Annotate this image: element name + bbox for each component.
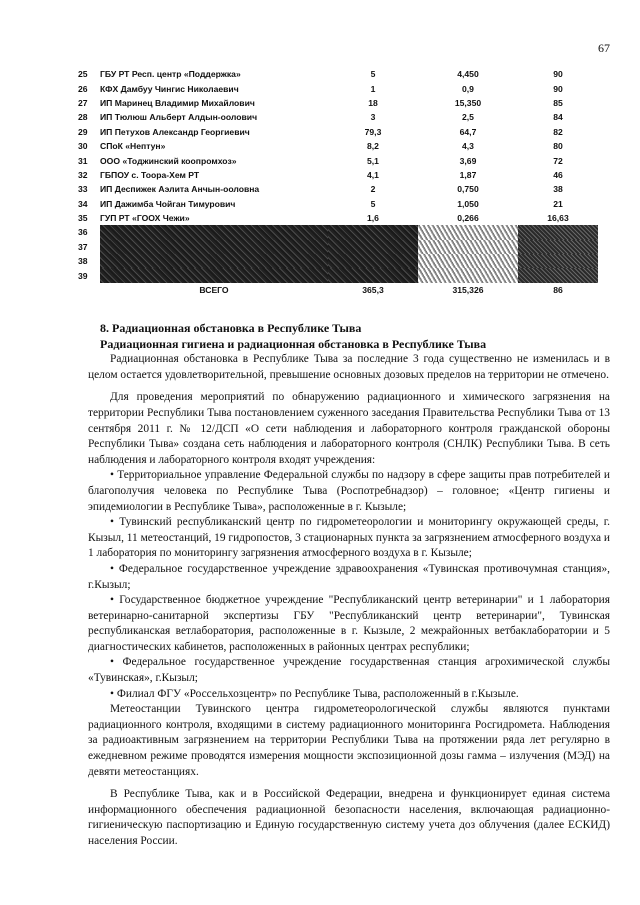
row-name: ГБУ РТ Респ. центр «Поддержка» xyxy=(100,69,241,80)
table-row xyxy=(78,211,598,225)
redacted-cell xyxy=(328,225,418,239)
row-name: ИП Маринец Владимир Михайлович xyxy=(100,97,255,108)
row-number: 30 xyxy=(78,141,88,152)
row-number: 25 xyxy=(78,69,88,80)
redacted-cell xyxy=(418,225,518,239)
row-number: 38 xyxy=(78,256,88,267)
redacted-cell xyxy=(328,254,418,268)
total-value-a: 365,3 xyxy=(362,285,384,296)
row-value-c: 72 xyxy=(553,155,563,166)
redacted-cell xyxy=(100,254,328,268)
row-number: 35 xyxy=(78,213,88,224)
row-value-b: 3,69 xyxy=(459,155,477,166)
total-value-b: 315,326 xyxy=(452,285,484,296)
row-value-a: 8,2 xyxy=(367,141,379,152)
table-row xyxy=(78,125,598,139)
section-heading: 8. Радиационная обстановка в Республике Тыва xyxy=(100,321,362,335)
total-label: ВСЕГО xyxy=(199,285,229,296)
list-item: • Филиал ФГУ «Россельхозцентр» по Республике Тыва, расположенный в г.Кызыле. xyxy=(88,687,610,703)
row-number: 32 xyxy=(78,169,88,180)
row-number: 26 xyxy=(78,83,88,94)
row-value-a: 1 xyxy=(370,83,376,94)
row-value-a: 5,1 xyxy=(367,155,379,166)
row-number: 36 xyxy=(78,227,88,238)
table-row xyxy=(78,197,598,211)
table-row xyxy=(78,168,598,182)
row-value-c: 90 xyxy=(553,69,563,80)
row-value-b: 1,050 xyxy=(457,198,479,209)
row-value-a: 2 xyxy=(370,184,376,195)
row-value-b: 0,750 xyxy=(457,184,479,195)
row-value-b: 4,450 xyxy=(457,69,479,80)
row-value-a: 3 xyxy=(370,112,376,123)
paragraph: Метеостанции Тувинского центра гидрометеорологической службы являются пунктами радиационного контроля, входящими в систему радиационного мониторинга Росгидромета. Наблюдения за радиоактивным загрязнением на территории Республики Тыва на протяжении ряда лет регулярно в ежедневном режиме проводятся измерения мощности экспозиционной дозы гамма – излучения (МЭД) на девяти метеостанциях. xyxy=(88,703,610,778)
redacted-cell xyxy=(518,254,598,268)
row-name: ООО «Тоджинский коопромхоз» xyxy=(100,155,237,166)
row-number: 33 xyxy=(78,184,88,195)
row-value-b: 4,3 xyxy=(462,141,474,152)
row-name: КФХ Дамбуу Чингис Николаевич xyxy=(100,83,239,94)
row-value-b: 15,350 xyxy=(454,97,482,108)
redacted-cell xyxy=(328,268,418,282)
table-row xyxy=(78,153,598,167)
section-body xyxy=(88,321,610,850)
row-value-a: 79,3 xyxy=(364,126,382,137)
data-table xyxy=(78,67,598,297)
redacted-cell xyxy=(418,240,518,254)
row-value-c: 82 xyxy=(553,126,563,137)
row-value-a: 5 xyxy=(370,69,376,80)
table-row xyxy=(78,96,598,110)
list-item: • Федеральное государственное учреждение государственная станция агрохимической службы «Тувинская», г.Кызыл; xyxy=(88,655,610,686)
page-number: 67 xyxy=(598,41,610,55)
paragraph: Для проведения мероприятий по обнаружению радиационного и химического загрязнения на территории Республики Тыва постановлением суженного заседания Правительства Республики Тыва от 13 сентября 2011 г. № 12/ДСП «О сети наблюдения и лабораторного контроля гражданской обороны Республики Тыва» создана сеть наблюдения и лабораторного контроля (СНЛК) Республики Тыва. В сеть наблюдения и лабораторного контроля входят учреждения: xyxy=(88,391,610,466)
paragraph: В Республике Тыва, как и в Российской Федерации, внедрена и функционирует единая система информационного обеспечения радиационной безопасности населения, включающая радиационно-гигиеническую паспортизацию и Единую государственную систему учета доз облучения (далее ЕСКИД) населения России. xyxy=(88,788,610,847)
row-name: СПоК «Нептун» xyxy=(100,141,166,152)
table-row xyxy=(78,81,598,95)
row-name: ИП Тюлюш Альберт Алдын-оолович xyxy=(100,112,258,123)
row-name: ГУП РТ «ГООХ Чежи» xyxy=(100,213,190,224)
row-value-c: 90 xyxy=(553,83,563,94)
list-item: • Федеральное государственное учреждение здравоохранения «Тувинская противочумная станция», г.Кызыл; xyxy=(88,562,610,593)
total-row xyxy=(78,283,598,297)
row-number: 37 xyxy=(78,241,88,252)
row-value-a: 5 xyxy=(370,198,376,209)
redacted-row xyxy=(78,240,598,254)
redacted-cell xyxy=(418,268,518,282)
row-value-c: 21 xyxy=(553,198,563,209)
row-value-c: 38 xyxy=(553,184,563,195)
table-row xyxy=(78,67,598,81)
redacted-cell xyxy=(518,268,598,282)
row-number: 31 xyxy=(78,155,88,166)
redacted-row xyxy=(78,268,598,282)
total-value-c: 86 xyxy=(553,285,563,296)
row-number: 29 xyxy=(78,126,88,137)
redacted-cell xyxy=(100,225,328,239)
row-number: 27 xyxy=(78,97,88,108)
row-name: ИП Деспижек Аэлита Анчын-ооловна xyxy=(100,184,260,195)
row-value-b: 2,5 xyxy=(462,112,474,123)
row-name: ИП Дажимба Чойган Тимурович xyxy=(100,198,236,209)
row-value-c: 16,63 xyxy=(547,213,569,224)
row-number: 39 xyxy=(78,270,88,281)
row-value-a: 1,6 xyxy=(367,213,379,224)
redacted-cell xyxy=(100,240,328,254)
table-row xyxy=(78,110,598,124)
row-number: 34 xyxy=(78,198,88,209)
row-value-c: 85 xyxy=(553,97,563,108)
list-item: • Государственное бюджетное учреждение "Республиканский центр ветеринарии" и 1 лаборатория ветеринарно-санитарной экспертизы ГБУ "Республиканский центр ветеринарии", Тувинская республиканская ветлаборатория, расположенные в г. Кызыле, 2 межрайонных ветбаклаборатории и 5 диагностических кабинетов, расположенных в районных центрах республики; xyxy=(88,593,610,655)
row-value-a: 18 xyxy=(368,97,378,108)
row-value-c: 46 xyxy=(553,169,563,180)
redacted-row xyxy=(78,254,598,268)
row-name: ГБПОУ с. Тоора-Хем РТ xyxy=(100,169,200,180)
row-value-b: 64,7 xyxy=(459,126,477,137)
paragraph: Радиационная обстановка в Республике Тыва за последние 3 года существенно не изменилась и в целом остается удовлетворительной, превышение основных дозовых пределов на территории не отмечено. xyxy=(88,353,610,381)
redacted-cell xyxy=(328,240,418,254)
redacted-cell xyxy=(100,268,328,282)
table-row xyxy=(78,139,598,153)
redacted-cell xyxy=(418,254,518,268)
row-value-c: 84 xyxy=(553,112,563,123)
row-name: ИП Петухов Александр Георгиевич xyxy=(100,126,250,137)
row-value-b: 0,266 xyxy=(457,213,479,224)
redacted-cell xyxy=(518,225,598,239)
row-number: 28 xyxy=(78,112,88,123)
row-value-b: 0,9 xyxy=(462,83,474,94)
table-row xyxy=(78,182,598,196)
redacted-cell xyxy=(518,240,598,254)
redacted-row xyxy=(78,225,598,239)
list-item: • Территориальное управление Федеральной службы по надзору в сфере защиты прав потребителей и благополучия человека по Республике Тыва (Роспотребнадзор) – головное; «Центр гигиены и эпидемиологии в Республике Тыва», расположенные в г. Кызыле; xyxy=(88,468,610,515)
row-value-a: 4,1 xyxy=(367,169,379,180)
row-value-c: 80 xyxy=(553,141,563,152)
section-subheading: Радиационная гигиена и радиационная обстановка в Республике Тыва xyxy=(100,336,487,351)
list-item: • Тувинский республиканский центр по гидрометеорологии и мониторингу окружающей среды, г. Кызыл, 11 метеостанций, 19 гидропостов, 3 стационарных пункта за загрязнением атмосферного воздуха и 1 лаборатория по мониторингу загрязнения атмосферного воздуха в г. Кызыле; xyxy=(88,515,610,562)
row-value-b: 1,87 xyxy=(459,169,477,180)
